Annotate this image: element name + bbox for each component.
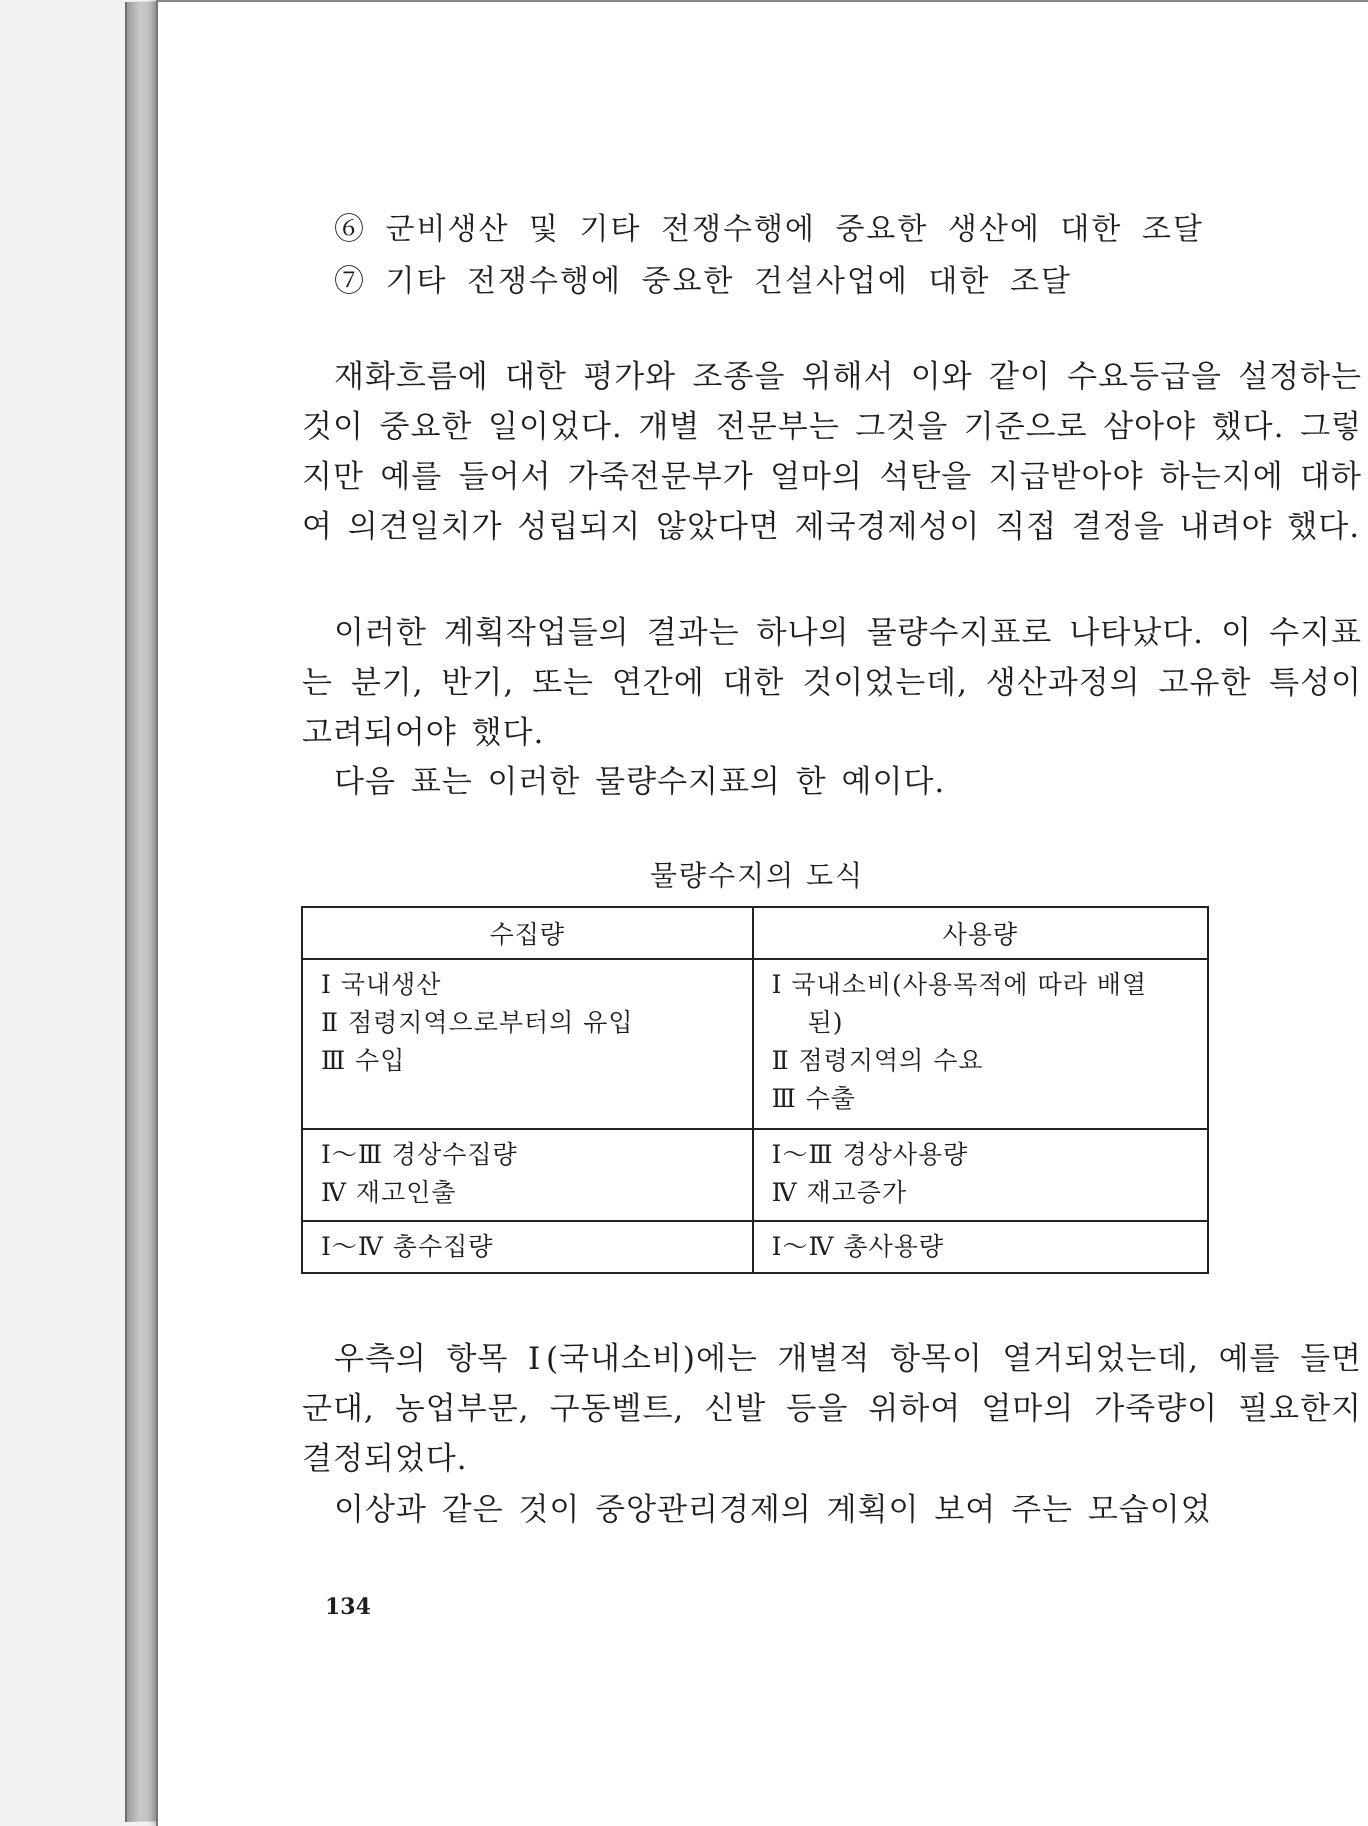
paragraph — [302, 352, 1362, 552]
table-row — [302, 1221, 1208, 1273]
paragraph-text: 다음 표는 이러한 물량수지표의 한 예이다. — [334, 764, 946, 800]
table-header-cell: 사용량 — [753, 907, 1208, 959]
table-header-cell: 수집량 — [302, 907, 753, 959]
table-row — [302, 959, 1208, 1129]
book-spine — [125, 1, 159, 1822]
page-number: 134 — [325, 1594, 371, 1620]
table-caption: 물량수지의 도식 — [649, 859, 865, 892]
cell-line: Ⅳ 재고인출 — [321, 1178, 457, 1207]
table-cell — [302, 1221, 753, 1273]
cell-line: Ⅲ 수입 — [321, 1046, 406, 1075]
table-cell — [753, 1129, 1208, 1221]
balance-table — [301, 906, 1209, 1274]
cell-line: Ⅰ 국내소비(사용목적에 따라 배열 — [771, 970, 1147, 999]
table-cell — [753, 959, 1208, 1129]
paragraph-text: 재화흐름에 대한 평가와 조종을 위해서 이와 같이 수요등급을 설정하는 것이 중요한 일이었다. 개별 전문부는 그것을 기준으로 삼아야 했다. 그렇지만 예를 들어서 가죽전문부가 얼마의 석탄을 지급받아야 하는지에 대하여 의견일치가 성립되지 않았다면 제국경제성이 직접 결정을 내려야 했다. — [302, 359, 1362, 545]
table-cell — [302, 959, 753, 1129]
list-item-6: ⑥ 군비생산 및 기타 전쟁수행에 중요한 생산에 대한 조달 — [334, 212, 1204, 247]
list-item-7: ⑦ 기타 전쟁수행에 중요한 건설사업에 대한 조달 — [334, 264, 1072, 299]
paragraph — [302, 1334, 1362, 1484]
paragraph-text: 이러한 계획작업들의 결과는 하나의 물량수지표로 나타났다. 이 수지표는 분기, 반기, 또는 연간에 대한 것이었는데, 생산과정의 고유한 특성이 고려되어야 했다. — [302, 615, 1362, 751]
paragraph-text: 이상과 같은 것이 중앙관리경제의 계획이 보여 주는 모습이었 — [334, 1492, 1212, 1528]
cell-line: Ⅱ 점령지역으로부터의 유입 — [321, 1008, 634, 1037]
cell-line: Ⅰ 국내생산 — [321, 970, 442, 999]
paragraph — [302, 608, 1362, 758]
cell-line: Ⅳ 재고증가 — [771, 1178, 908, 1207]
cell-line: Ⅰ～Ⅲ 경상수집량 — [321, 1140, 518, 1169]
book-page — [156, 0, 1368, 1826]
cell-line: Ⅲ 수출 — [771, 1084, 856, 1113]
table-row — [302, 1129, 1208, 1221]
paragraph-text: 우측의 항목 Ⅰ(국내소비)에는 개별적 항목이 열거되었는데, 예를 들면 군대, 농업부문, 구동벨트, 신발 등을 위하여 얼마의 가죽량이 필요한지 결정되었다. — [302, 1341, 1362, 1477]
cell-line: Ⅰ～Ⅲ 경상사용량 — [771, 1140, 969, 1169]
table-cell — [753, 1221, 1208, 1273]
cell-line: Ⅱ 점령지역의 수요 — [771, 1046, 984, 1075]
paragraph — [302, 1485, 1362, 1535]
table-cell — [302, 1129, 753, 1221]
cell-line: 된) — [807, 1008, 844, 1037]
cell-line: Ⅰ～Ⅳ 총사용량 — [771, 1232, 944, 1261]
cell-line: Ⅰ～Ⅳ 총수집량 — [321, 1232, 494, 1261]
paragraph — [302, 757, 1362, 807]
table-header-row — [302, 907, 1208, 959]
